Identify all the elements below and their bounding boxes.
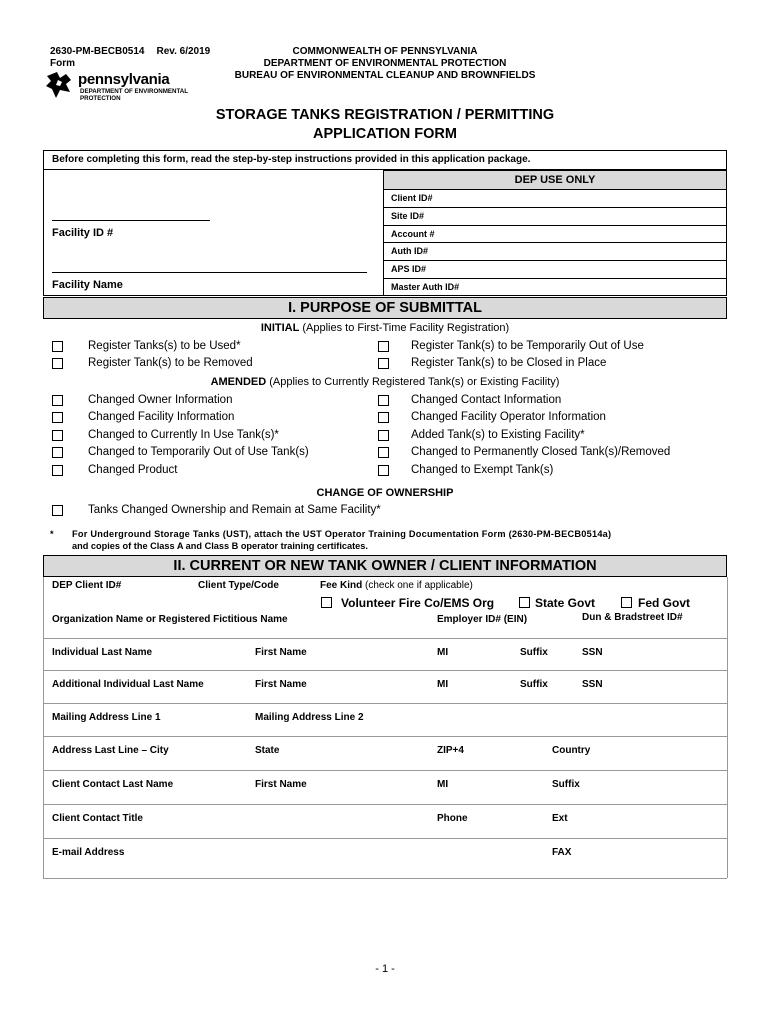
option-changed-in-use: Changed to Currently In Use Tank(s)*: [88, 429, 279, 441]
row-divider: [43, 878, 727, 879]
section-1-heading: I. PURPOSE OF SUBMITTAL: [43, 297, 727, 319]
checkbox-changed-temp-out[interactable]: [52, 447, 63, 458]
org-name-label: Organization Name or Registered Fictitious Name: [52, 614, 288, 625]
initial-subheading: [43, 322, 727, 334]
change-ownership-subheading: CHANGE OF OWNERSHIP: [316, 487, 454, 499]
amended-description: (Applies to Currently Registered Tank(s) or Existing Facility): [266, 376, 560, 388]
option-volunteer-fire: Volunteer Fire Co/EMS Org: [341, 596, 495, 610]
row-divider: [43, 770, 727, 771]
option-register-closed-in-place: Register Tank(s) to be Closed in Place: [411, 357, 607, 369]
phone-label: Phone: [437, 813, 468, 824]
option-register-temp-out-of-use: Register Tank(s) to be Temporarily Out of Use: [411, 340, 644, 352]
checkbox-volunteer-fire[interactable]: [321, 597, 332, 608]
row-divider: [43, 736, 727, 737]
duns-label: Dun & Bradstreet ID#: [582, 612, 683, 623]
ext-label: Ext: [552, 813, 568, 824]
logo-subtitle-line-1: DEPARTMENT OF ENVIRONMENTAL: [80, 88, 189, 95]
dep-aps-id: APS ID#: [383, 261, 727, 279]
facility-id-input[interactable]: [52, 220, 210, 221]
checkbox-changed-permanently-closed[interactable]: [378, 447, 389, 458]
add-ssn-label: SSN: [582, 679, 603, 690]
contact-suffix-label: Suffix: [552, 779, 580, 790]
pa-dep-logo: [44, 70, 194, 106]
suffix-label: Suffix: [520, 647, 548, 658]
option-changed-facility: Changed Facility Information: [88, 411, 235, 423]
amended-subheading: [43, 376, 727, 388]
option-changed-ownership: Tanks Changed Ownership and Remain at Same Facility*: [88, 504, 381, 516]
mailing-line-1-label: Mailing Address Line 1: [52, 712, 161, 723]
checkbox-changed-ownership[interactable]: [52, 505, 63, 516]
agency-line-3: BUREAU OF ENVIRONMENTAL CLEANUP AND BROWNFIELDS: [234, 70, 536, 81]
mi-label: MI: [437, 647, 449, 658]
page-number: - 1 -: [375, 963, 395, 975]
ein-label: Employer ID# (EIN): [437, 614, 528, 625]
dep-account: Account #: [383, 226, 727, 244]
amended-label: AMENDED: [210, 376, 267, 388]
fee-kind-label: [320, 580, 473, 591]
option-register-tanks-removed: Register Tank(s) to be Removed: [88, 357, 253, 369]
option-added-tanks: Added Tank(s) to Existing Facility*: [411, 429, 585, 441]
form-number: 2630-PM-BECB0514: [50, 46, 145, 57]
contact-title-label: Client Contact Title: [52, 813, 143, 824]
contact-first-name-label: First Name: [255, 779, 307, 790]
checkbox-changed-facility[interactable]: [52, 412, 63, 423]
dep-auth-id: Auth ID#: [383, 243, 727, 261]
initial-description: (Applies to First-Time Facility Registration): [299, 322, 510, 334]
email-label: E-mail Address: [52, 847, 125, 858]
checkbox-changed-in-use[interactable]: [52, 430, 63, 441]
checkbox-changed-owner[interactable]: [52, 395, 63, 406]
state-label: State: [255, 745, 280, 756]
keystone-icon: [44, 70, 74, 100]
page-title: [100, 106, 670, 144]
option-changed-operator: Changed Facility Operator Information: [411, 411, 606, 423]
checkbox-changed-product[interactable]: [52, 465, 63, 476]
checkbox-added-tanks[interactable]: [378, 430, 389, 441]
individual-last-name-label: Individual Last Name: [52, 647, 153, 658]
facility-name-input[interactable]: [52, 272, 367, 273]
row-divider: [43, 804, 727, 805]
note-line-1: For Underground Storage Tanks (UST), attach the UST Operator Training Documentation Form (2630-PM-BECB0514a): [72, 529, 612, 539]
row-divider: [43, 703, 727, 704]
option-changed-exempt: Changed to Exempt Tank(s): [411, 464, 554, 476]
option-fed-govt: Fed Govt: [638, 596, 691, 610]
mailing-line-2-label: Mailing Address Line 2: [255, 712, 364, 723]
fee-kind-bold: Fee Kind: [320, 580, 363, 591]
option-changed-temp-out: Changed to Temporarily Out of Use Tank(s): [88, 446, 309, 458]
instructions-text: Before completing this form, read the step-by-step instructions provided in this application package.: [52, 154, 531, 165]
option-changed-contact: Changed Contact Information: [411, 394, 562, 406]
title-line-1: STORAGE TANKS REGISTRATION / PERMITTING: [215, 107, 555, 123]
logo-wordmark: pennsylvania: [78, 71, 170, 88]
checkbox-changed-contact[interactable]: [378, 395, 389, 406]
city-label: Address Last Line – City: [52, 745, 169, 756]
form-label: Form: [50, 58, 75, 69]
section-2-left-border: [43, 577, 44, 878]
agency-line-1: COMMONWEALTH OF PENNSYLVANIA: [292, 46, 478, 57]
contact-mi-label: MI: [437, 779, 449, 790]
logo-subtitle: [80, 88, 200, 102]
note-text: [72, 528, 732, 552]
note-line-2: and copies of the Class A and Class B operator training certificates.: [72, 541, 368, 551]
initial-label: INITIAL: [260, 322, 300, 334]
client-type-label: Client Type/Code: [198, 580, 279, 591]
checkbox-register-tanks-used[interactable]: [52, 341, 63, 352]
note-asterisk: *: [50, 529, 54, 539]
option-changed-product: Changed Product: [88, 464, 178, 476]
checkbox-fed-govt[interactable]: [621, 597, 632, 608]
checkbox-register-tanks-removed[interactable]: [52, 358, 63, 369]
agency-line-2: DEPARTMENT OF ENVIRONMENTAL PROTECTION: [263, 58, 507, 69]
option-changed-owner: Changed Owner Information: [88, 394, 233, 406]
fax-label: FAX: [552, 847, 572, 858]
section-2-right-border: [727, 577, 728, 878]
form-revision: Rev. 6/2019: [156, 46, 211, 57]
zip-label: ZIP+4: [437, 745, 464, 756]
add-mi-label: MI: [437, 679, 449, 690]
row-divider: [43, 838, 727, 839]
first-name-label: First Name: [255, 647, 307, 658]
checkbox-changed-operator[interactable]: [378, 412, 389, 423]
facility-name-label: Facility Name: [52, 279, 123, 291]
fee-kind-hint: (check one if applicable): [362, 580, 473, 591]
option-state-govt: State Govt: [535, 596, 596, 610]
add-individual-last-name-label: Additional Individual Last Name: [52, 679, 204, 690]
dep-client-id: Client ID#: [383, 190, 727, 208]
add-suffix-label: Suffix: [520, 679, 548, 690]
dep-site-id: Site ID#: [383, 208, 727, 226]
checkbox-state-govt[interactable]: [519, 597, 530, 608]
dep-use-only-heading: DEP USE ONLY: [383, 170, 727, 190]
checkbox-register-closed-in-place[interactable]: [378, 358, 389, 369]
country-label: Country: [552, 745, 591, 756]
row-divider: [43, 670, 727, 671]
option-register-tanks-used: Register Tanks(s) to be Used*: [88, 340, 241, 352]
dep-client-id-label: DEP Client ID#: [52, 580, 122, 591]
checkbox-register-temp-out-of-use[interactable]: [378, 341, 389, 352]
section-2-heading: II. CURRENT OR NEW TANK OWNER / CLIENT INFORMATION: [43, 555, 727, 577]
row-divider: [43, 638, 727, 639]
checkbox-changed-exempt[interactable]: [378, 465, 389, 476]
ssn-label: SSN: [582, 647, 603, 658]
agency-header: [185, 46, 585, 82]
dep-use-fields: [383, 190, 727, 297]
option-changed-permanently-closed: Changed to Permanently Closed Tank(s)/Removed: [411, 446, 671, 458]
contact-last-name-label: Client Contact Last Name: [52, 779, 174, 790]
dep-master-auth-id: Master Auth ID#: [391, 281, 460, 292]
add-first-name-label: First Name: [255, 679, 307, 690]
facility-id-label: Facility ID #: [52, 227, 114, 239]
logo-subtitle-line-2: PROTECTION: [80, 95, 121, 102]
title-line-2: APPLICATION FORM: [313, 126, 457, 142]
